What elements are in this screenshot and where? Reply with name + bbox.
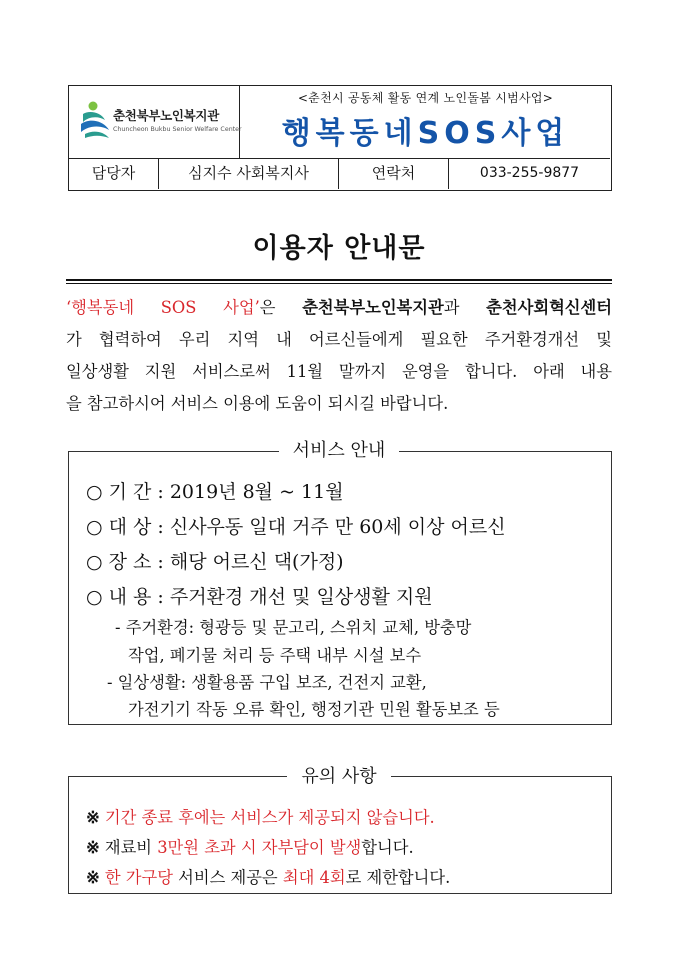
- reference-mark-icon: ※: [86, 838, 100, 857]
- service-sub-daily-1: - 일상생활: 생활용품 구입 보조, 건전지 교환,: [107, 673, 427, 692]
- intro-line-4: 을 참고하시어 서비스 이용에 도움이 되시길 바랍니다.: [66, 394, 449, 413]
- organization-logo-icon: [79, 100, 111, 140]
- service-sub-housing-2: 작업, 폐기물 처리 등 주택 내부 시설 보수: [128, 646, 422, 665]
- program-name-highlight: ‘행복동네 SOS 사업’: [66, 298, 260, 317]
- org-name: 춘천북부노인복지관: [113, 108, 219, 123]
- notice-item-1: [86, 804, 435, 828]
- manager-label: 담당자: [69, 159, 159, 189]
- document-title: 이용자 안내문: [252, 233, 426, 264]
- notice-heading: [0, 762, 678, 788]
- header-table: [68, 85, 612, 191]
- notice-highlight: 최대 4회: [282, 868, 346, 887]
- intro-line-1: [66, 292, 612, 324]
- service-content: ○ 내 용 : 주거환경 개선 및 일상생활 지원: [86, 586, 433, 608]
- reference-mark-icon: ※: [86, 868, 100, 887]
- notice-text: 로 제한합니다.: [345, 868, 451, 887]
- intro-text: 은: [259, 298, 303, 317]
- service-period: ○ 기 간 : 2019년 8월 ~ 11월: [86, 481, 344, 503]
- service-heading: [0, 436, 678, 462]
- reference-mark-icon: ※: [86, 808, 100, 827]
- program-title: 행복동네SOS사업: [281, 116, 570, 151]
- service-sub-housing-1: - 주거환경: 형광등 및 문고리, 스위치 교체, 방충망: [115, 618, 472, 637]
- manager-value: 심지수 사회복지사: [159, 159, 339, 189]
- service-target: ○ 대 상 : 신사우동 일대 거주 만 60세 이상 어르신: [86, 516, 506, 538]
- contact-label: 연락처: [339, 159, 449, 189]
- intro-line-3: 일상생활 지원 서비스로써 11월 말까지 운영을 합니다. 아래 내용: [66, 362, 612, 381]
- notice-text: 합니다.: [361, 838, 414, 857]
- notice-text: 재료비: [104, 838, 158, 857]
- notice-text: 기간 종료 후에는 서비스가 제공되지 않습니다.: [104, 808, 435, 827]
- partner-2: 춘천사회혁신센터: [486, 298, 612, 317]
- service-sub-daily-2: 가전기기 작동 오류 확인, 행정기관 민원 활동보조 등: [128, 700, 500, 719]
- partner-1: 춘천북부노인복지관: [302, 298, 444, 317]
- service-heading-text: 서비스 안내: [279, 440, 400, 461]
- notice-text: 서비스 제공은: [172, 868, 283, 887]
- title-divider: [66, 279, 612, 281]
- service-location: ○ 장 소 : 해당 어르신 댁(가정): [86, 551, 344, 573]
- notice-heading-text: 유의 사항: [287, 766, 390, 787]
- notice-highlight: 3만원 초과 시 자부담이 발생: [157, 838, 362, 857]
- contact-row: [69, 158, 610, 189]
- program-subtitle: <춘천시 공동체 활동 연계 노인돌봄 시범사업>: [297, 91, 554, 105]
- intro-text: 과: [443, 298, 487, 317]
- contact-phone: 033-255-9877: [479, 165, 580, 181]
- title-divider-thin: [66, 283, 612, 284]
- notice-item-3: [86, 864, 450, 888]
- notice-item-2: [86, 834, 414, 858]
- intro-paragraph: [66, 292, 612, 420]
- notice-highlight: 한 가구당: [104, 868, 173, 887]
- logo-cell: [69, 86, 240, 158]
- org-name-english: Chuncheon Bukbu Senior Welfare Center: [113, 126, 242, 133]
- intro-line-2: 가 협력하여 우리 지역 내 어르신들에게 필요한 주거환경개선 및: [66, 330, 612, 349]
